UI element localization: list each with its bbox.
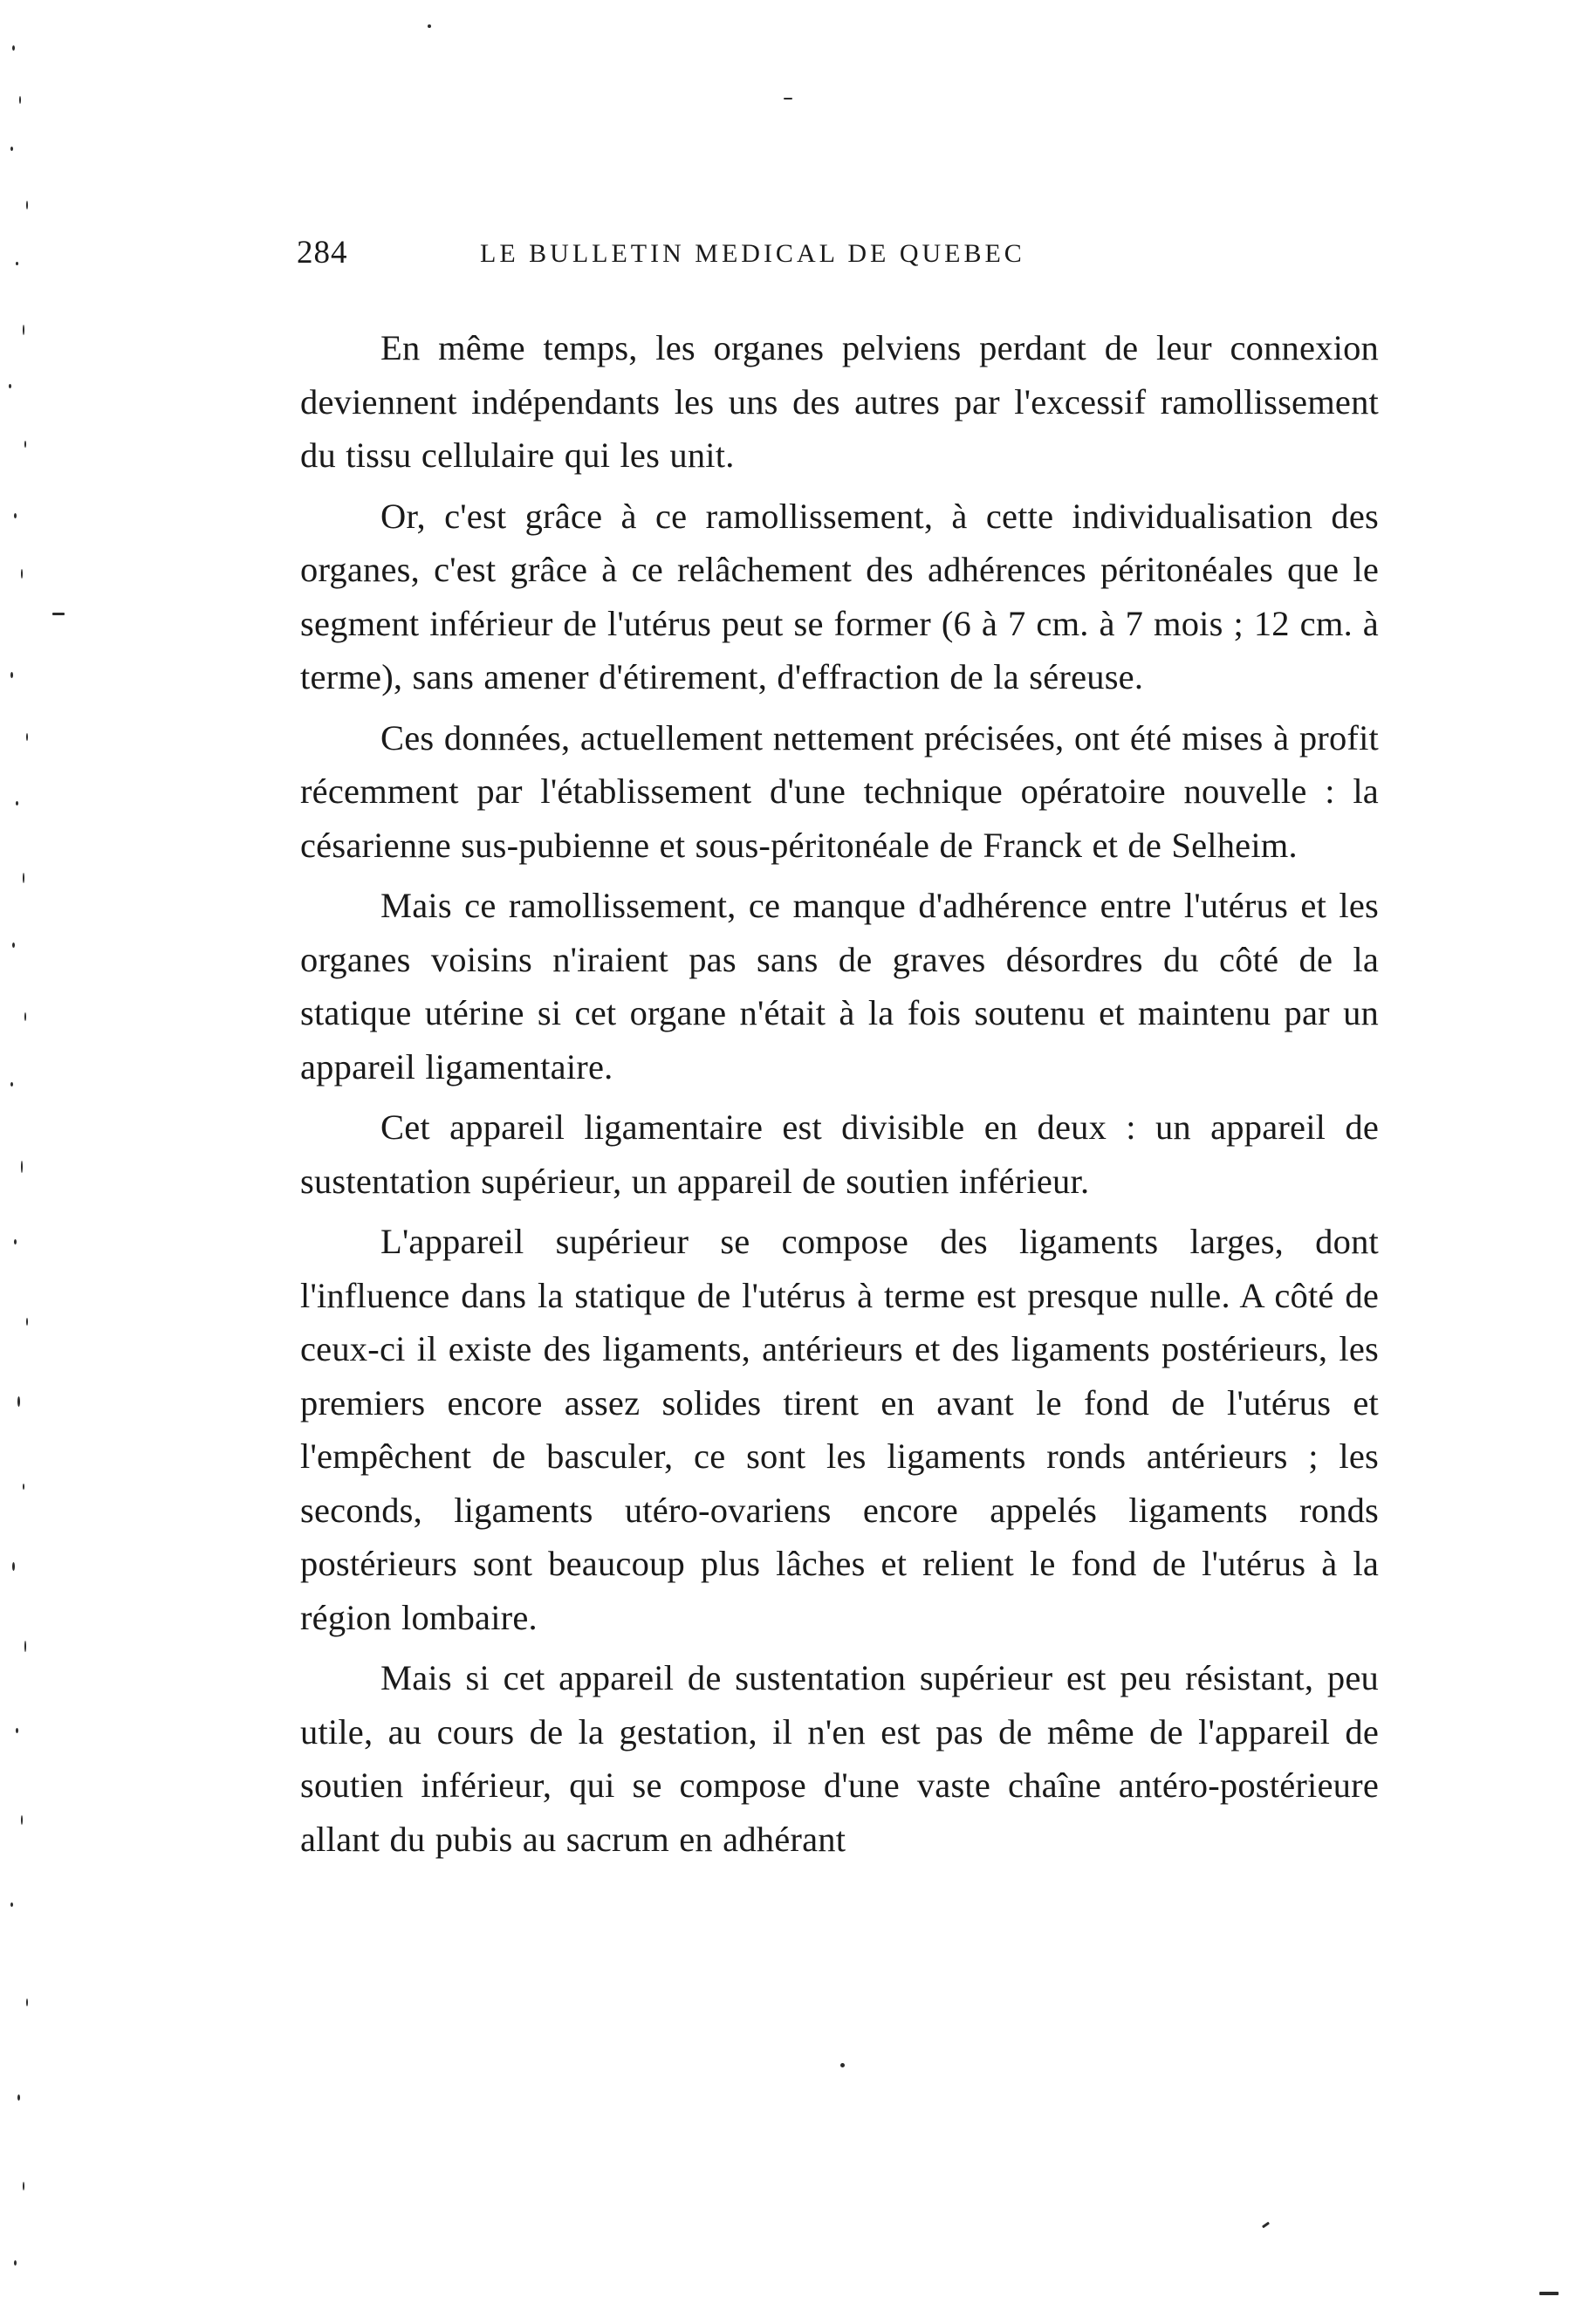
running-title: LE BULLETIN MEDICAL DE QUEBEC (480, 239, 1025, 268)
scan-dot (428, 24, 431, 28)
page-number: 284 (297, 235, 348, 271)
scan-dash (784, 98, 792, 99)
body-text (300, 321, 1379, 1873)
running-header (297, 234, 1414, 286)
paragraph: Ces données, actuellement nettement précisées, ont été mises à profit récemment par l'établissement d'une technique opératoire nouvelle : la césarienne sus-pubienne et sous-péritonéale de Franck et de Selheim. (300, 717, 1379, 865)
paragraph: Mais si cet appareil de sustentation supérieur est peu résistant, peu utile, au cours de la gestation, il n'en est pas de même de l'appareil de soutien inférieur, qui se compose d'une vaste chaîne antéro-postérieure allant du pubis au sacrum en adhérant (300, 1658, 1379, 1859)
binding-edge-speckle (0, 0, 79, 2324)
scan-mark (1262, 2222, 1270, 2229)
scan-mark (1539, 2292, 1559, 2295)
paragraph: Mais ce ramollissement, ce manque d'adhérence entre l'utérus et les organes voisins n'iraient pas sans de graves désordres du côté de la statique utérine si cet organe n'était à la fois soutenu et maintenu par un appareil ligamentaire. (300, 886, 1379, 1087)
paragraph: Cet appareil ligamentaire est divisible en deux : un appareil de sustentation supérieur, un appareil de soutien inférieur. (300, 1107, 1379, 1201)
scan-dot (840, 2063, 845, 2067)
paragraph: En même temps, les organes pelviens perdant de leur connexion deviennent indépendants les uns des autres par l'excessif ramollissement du tissu cellulaire qui les unit. (300, 328, 1379, 475)
paragraph: L'appareil supérieur se compose des ligaments larges, dont l'influence dans la statique de l'utérus à terme est presque nulle. A côté de ceux-ci il existe des ligaments, antérieurs et des ligaments postérieurs, les premiers encore assez solides tirent en avant le fond de l'utérus et l'empêchent de basculer, ce sont les ligaments ronds antérieurs ; les seconds, ligaments utéro-ovariens encore appelés ligaments ronds postérieurs sont beaucoup plus lâches et relient le fond de l'utérus à la région lombaire. (300, 1222, 1379, 1637)
paragraph: Or, c'est grâce à ce ramollissement, à cette individualisation des organes, c'est grâce à ce relâchement des adhérences péritonéales que le segment inférieur de l'utérus peut se former (6 à 7 cm. à 7 mois ; 12 cm. à terme), sans amener d'étirement, d'effraction de la séreuse. (300, 496, 1379, 696)
